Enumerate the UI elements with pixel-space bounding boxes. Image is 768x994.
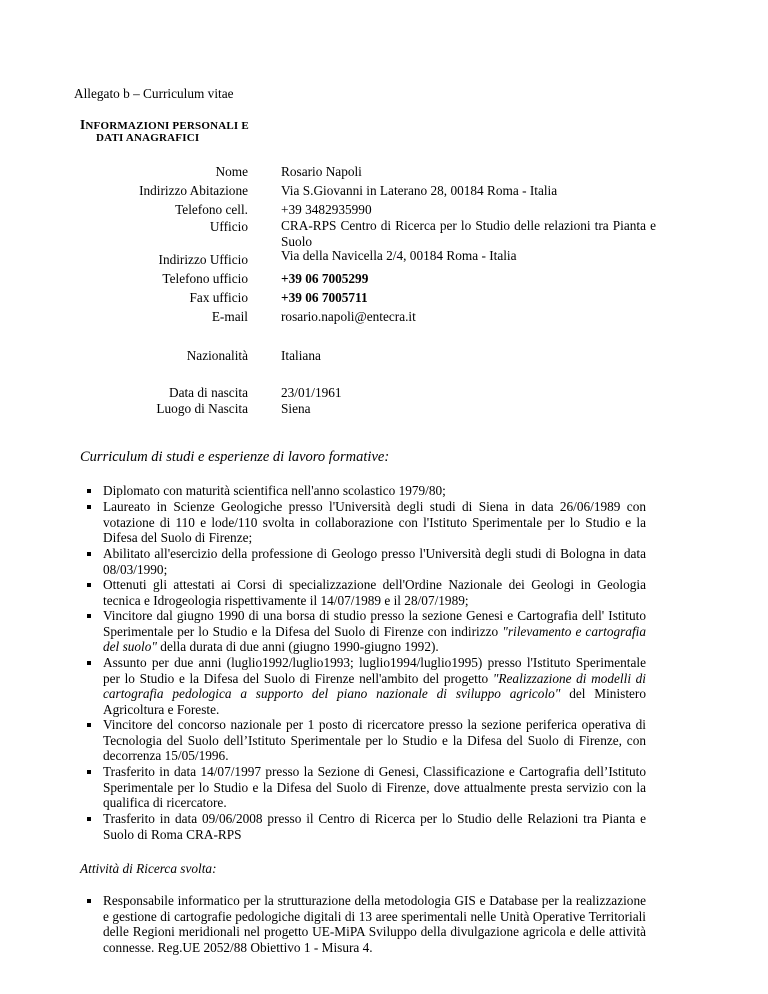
personal-info-heading-line1: INFORMAZIONI PERSONALI E [80,117,249,132]
field-value-telefono-cell: +39 3482935990 [281,202,372,217]
field-value-data-nascita: 23/01/1961 [281,385,342,400]
field-value-nazionalita: Italiana [281,348,321,363]
field-value-email: rosario.napoli@entecra.it [281,309,416,324]
bullet-icon [87,489,91,493]
research-heading: Attività di Ricerca svolta: [80,861,217,876]
document-title: Allegato b – Curriculum vitae [74,86,234,101]
field-value-fax-ufficio: +39 06 7005711 [281,290,368,305]
field-label-nome: Nome [215,164,248,179]
field-label-indirizzo-abitazione: Indirizzo Abitazione [139,183,248,198]
bullet-icon [87,817,91,821]
bullet-icon [87,661,91,665]
bullet-icon [87,552,91,556]
field-value-indirizzo-ufficio: Via della Navicella 2/4, 00184 Roma - Italia [281,248,517,263]
bullet-icon [87,770,91,774]
field-label-email: E-mail [211,309,248,324]
field-value-telefono-ufficio: +39 06 7005299 [281,271,369,286]
document-page: Allegato b – Curriculum vitae INFORMAZIONI PERSONALI E DATI ANAGRAFICI Nome Rosario Napoli Indirizzo Abitazione Via S.Giovanni in Laterano 28, 00184 Roma - Italia Telefono cell. +39 3482935990 Ufficio CRA-RPS Centro di Ricerca per lo Studio delle relazioni tra Pianta e Suolo Indirizzo Ufficio Via della Navicella 2/4, 00184 Roma - Italia Telefono ufficio +39 06 7005299 Fax ufficio +39 06 7005711 E-mail rosario.napoli@entecra.it Nazionalità Italiana Data di nascita 23/01/1961 Luogo di Nascita Siena Curriculum di studi e esperienze di lavoro formative: Diplomato con maturità scientifica nell'anno scolastico 1979/80; Laureato in Scienze Geologiche presso l'Università degli studi di Siena in data 26/06/1989 con votazione di 110 e lode/110 svolta in collaborazione con l'Istituto Sperimentale per lo Studio e la Difesa del Suolo di Firenze; Abilitato all'esercizio della professione di Geologo presso l'Università degli studi di Bologna in data 08/03/1990; Ottenuti gli attestati ai Corsi di specializzazione dell'Ordine Nazionale dei Geologi in Geologia tecnica e Idrogeologia rispettivamente il 14/07/1989 e il 28/07/1989; Vincitore dal giugno 1990 di una borsa di studio presso la sezione Genesi e Cartografia dell' Istituto Sperimentale per lo Studio e la Difesa del Suolo di Firenze con indirizzo "rilevamento e cartografia del suolo" della durata di due anni (giugno 1990-giugno 1992). Assunto per due anni (luglio1992/luglio1993; luglio1994/luglio1995) presso l'Istituto Sperimentale per lo Studio e la Difesa del Suolo di Firenze nell'ambito del progetto "Realizzazione di modelli di cartografia pedologica a supporto del piano nazionale di sviluppo agricolo" del Ministero Agricoltura e Foreste. Vincitore del concorso nazionale per 1 posto di ricercatore presso la sezione periferica operativa di Tecnologia del Suolo dell’Istituto Sperimentale per lo Studio e la Difesa del Suolo di Firenze, con decorrenza 15/05/1996. Trasferito in data 14/07/1997 presso la Sezione di Genesi, Classificazione e Cartografia dell’Istituto Sperimentale per lo Studio e la Difesa del Suolo di Firenze, dove attualmente presta servizio con la qualifica di ricercatore. Trasferito in data 09/06/2008 presso il Centro di Ricerca per lo Studio delle Relazioni tra Pianta e Suolo di Roma CRA-RPS Attività di Ricerca svolta: Responsabile informatico per la strutturazione della metodologia GIS e Database per la realizzazione e gestione di cartografie pedologiche digitali di 13 aree sperimentali nelle Unità Operative Territoriali delle Regioni meridionali nel progetto UE-MiPA Sviluppo della divulgazione agricola e delle attività connesse. Reg.UE 2052/88 Obiettivo 1 - Misura 4. [74,86,656,955]
field-label-ufficio: Ufficio [209,219,248,234]
curriculum-heading: Curriculum di studi e esperienze di lavoro formative: [80,449,390,465]
field-label-luogo-nascita: Luogo di Nascita [156,401,248,416]
bullet-icon [87,899,91,903]
personal-info-heading-line2: DATI ANAGRAFICI [96,132,200,144]
field-label-indirizzo-ufficio: Indirizzo Ufficio [158,252,248,267]
field-value-indirizzo-abitazione: Via S.Giovanni in Laterano 28, 00184 Roma - Italia [281,183,558,198]
field-value-ufficio: CRA-RPS Centro di Ricerca per lo Studio delle relazioni tra Pianta e Suolo [281,218,656,249]
field-label-nazionalita: Nazionalità [186,348,248,363]
field-value-nome: Rosario Napoli [281,164,362,179]
field-value-luogo-nascita: Siena [281,401,311,416]
field-label-fax-ufficio: Fax ufficio [189,290,248,305]
bullet-icon [87,505,91,509]
field-label-telefono-cell: Telefono cell. [175,202,248,217]
bullet-icon [87,723,91,727]
bullet-icon [87,583,91,587]
field-label-telefono-ufficio: Telefono ufficio [162,271,248,286]
bullet-icon [87,614,91,618]
field-label-data-nascita: Data di nascita [168,385,248,400]
